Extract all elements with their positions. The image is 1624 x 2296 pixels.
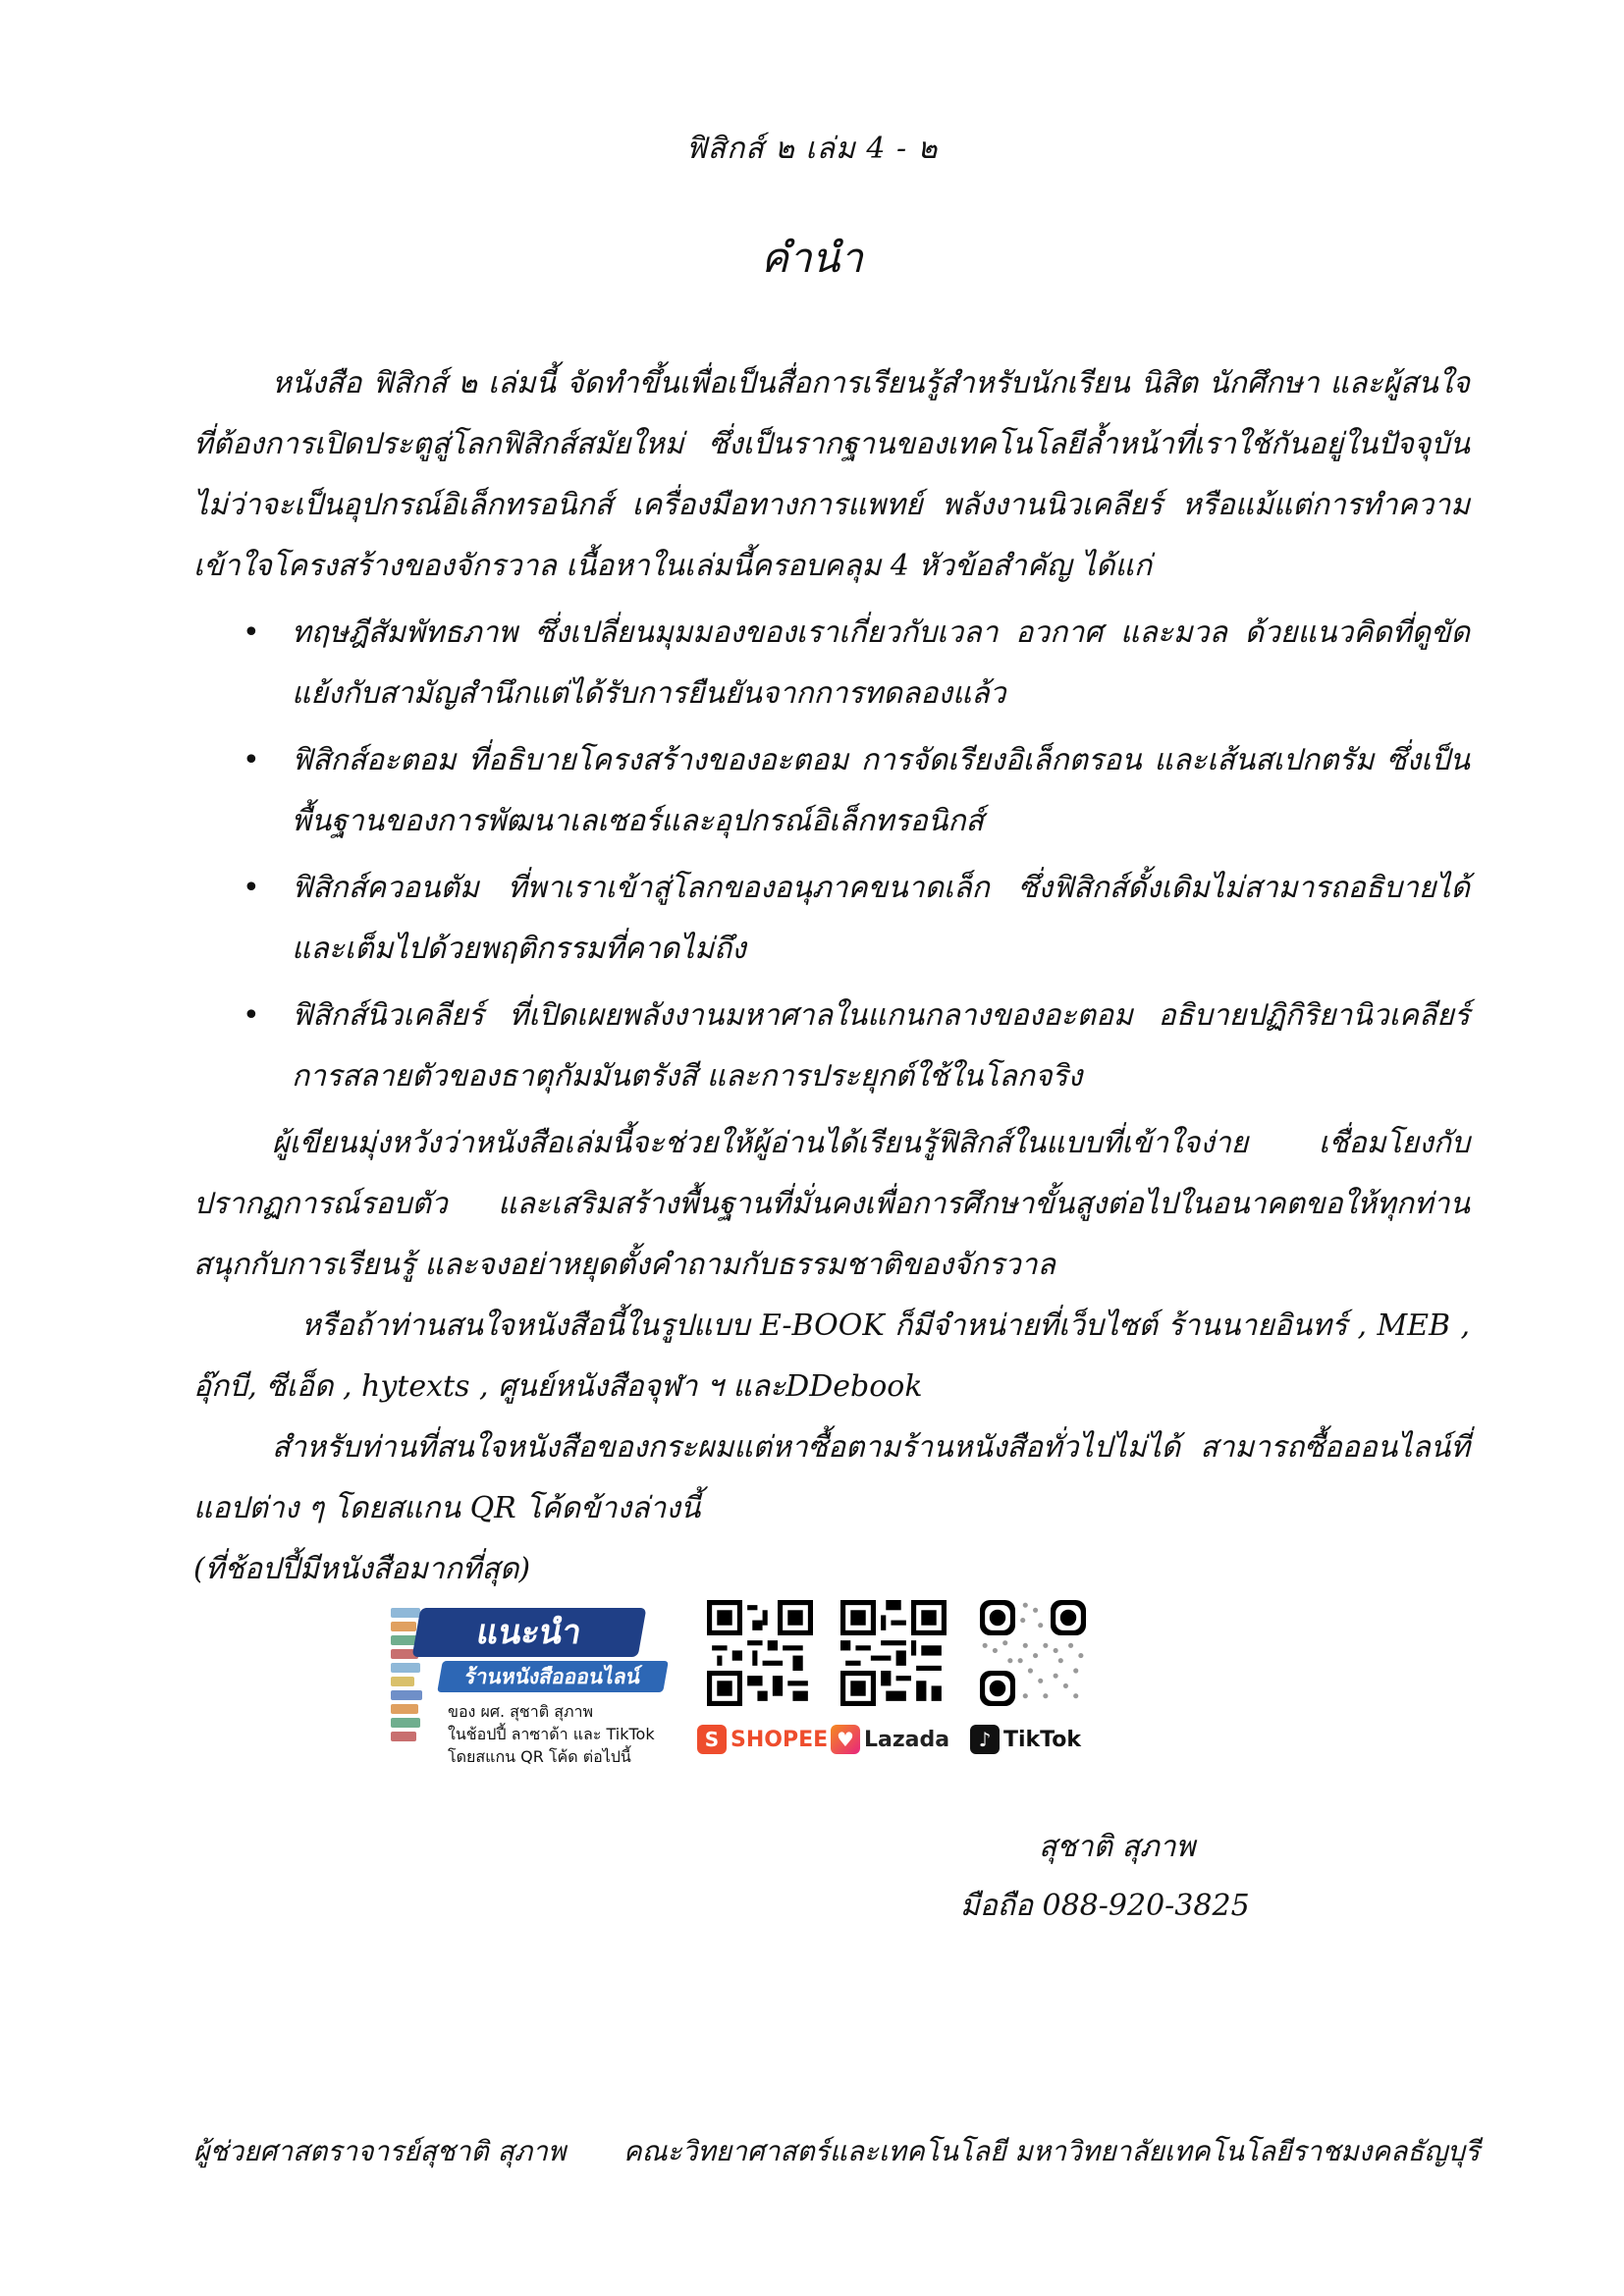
topic-item: [193, 603, 1470, 724]
topic-list: [193, 603, 1470, 1107]
bullet-icon: •: [243, 743, 260, 777]
topic-item: [193, 730, 1470, 852]
lazada-heart-icon: ♥: [831, 1725, 860, 1754]
online-purchase-paragraph: สำหรับท่านที่สนใจหนังสือของกระผมแต่หาซื้อตามร้านหนังสือทั่วไปไม่ได้ สามารถซื้อออนไลน์ที่แอปต่าง ๆ โดยสแกน QR โค้ดข้างล่างนี้: [193, 1430, 1470, 1525]
lazada-store[interactable]: [831, 1600, 958, 1777]
bullet-icon: •: [243, 615, 260, 650]
topic-item: [193, 858, 1470, 980]
footer-institution: คณะวิทยาศาสตร์และเทคโนโลยี มหาวิทยาลัยเทคโนโลยีราชมงคลธัญบุรี: [623, 2135, 1480, 2167]
tiktok-label: TikTok: [1003, 1727, 1082, 1752]
shopee-logo: [697, 1720, 835, 1759]
bullet-icon: •: [243, 871, 260, 905]
lazada-qr-code[interactable]: [840, 1600, 947, 1706]
intro-paragraph: หนังสือ ฟิสิกส์ ๒ เล่มนี้ จัดทำขึ้นเพื่อเป็นสื่อการเรียนรู้สำหรับนักเรียน นิสิต นักศึกษา และผู้สนใจ ที่ต้องการเปิดประตูสู่โลกฟิสิกส์สมัยใหม่ ซึ่งเป็นรากฐานของเทคโนโลยีล้ำหน้าที่เราใช้กันอยู่ในปัจจุบัน ไม่ว่าจะเป็นอุปกรณ์อิเล็กทรอนิกส์ เครื่องมือทางการแพทย์ พลังงานนิวเคลียร์ หรือแม้แต่การทำความเข้าใจโครงสร้างของจักรวาล เนื้อหาในเล่มนี้ครอบคลุม 4 หัวข้อสำคัญ ได้แก่: [193, 366, 1470, 583]
shopee-qr-code[interactable]: [707, 1600, 813, 1706]
tiktok-qr-code[interactable]: [980, 1600, 1086, 1706]
tiktok-logo: [970, 1720, 1108, 1759]
shopee-label: SHOPEE: [731, 1727, 829, 1752]
online-store-promo: [391, 1600, 1098, 1777]
page-title: คำนำ: [761, 234, 863, 282]
recommend-subtitle: ร้านหนังสือออนไลน์: [437, 1661, 669, 1692]
lazada-logo: [831, 1720, 968, 1759]
topic-text: ฟิสิกส์ควอนตัม ที่พาเราเข้าสู่โลกของอนุภาคขนาดเล็ก ซึ่งฟิสิกส์ดั้งเดิมไม่สามารถอธิบายได้ และเต็มไปด้วยพฤติกรรมที่คาดไม่ถึง: [292, 871, 1470, 966]
shopee-store[interactable]: [697, 1600, 829, 1777]
shopee-bag-icon: S: [697, 1725, 727, 1754]
recommend-text: ของ ผศ. สุชาติ สุภาพ ในช้อปปี้ ลาซาด้า และ TikTok โดยสแกน QR โค้ด ต่อไปนี้: [448, 1702, 655, 1766]
author-name: สุชาติ สุภาพ: [1039, 1830, 1196, 1864]
bullet-icon: •: [243, 998, 260, 1033]
tiktok-store[interactable]: [970, 1600, 1098, 1777]
topic-text: ฟิสิกส์นิวเคลียร์ ที่เปิดเผยพลังงานมหาศาลในแกนกลางของอะตอม อธิบายปฏิกิริยานิวเคลียร์ การสลายตัวของธาตุกัมมันตรังสี และการประยุกต์ใช้ในโลกจริง: [292, 998, 1470, 1094]
ebook-paragraph: หรือถ้าท่านสนใจหนังสือนี้ในรูปแบบ E-BOOK ก็มีจำหน่ายที่เว็บไซต์ ร้านนายอินทร์ , MEB , อุ๊กบี, ซีเอ็ด , hytexts , ศูนย์หนังสือจุฬา ฯ และDDebook: [193, 1308, 1470, 1404]
author-phone: มือถือ 088-920-3825: [960, 1889, 1250, 1923]
recommend-title: แนะนำ: [412, 1608, 647, 1657]
document-body: [193, 353, 1470, 1600]
topic-text: ทฤษฎีสัมพัทธภาพ ซึ่งเปลี่ยนมุมมองของเราเกี่ยวกับเวลา อวกาศ และมวล ด้วยแนวคิดที่ดูขัดแย้งกับสามัญสำนึกแต่ได้รับการยืนยันจากการทดลองแล้ว: [292, 615, 1470, 711]
recommend-banner: [391, 1600, 676, 1777]
topic-text: ฟิสิกส์อะตอม ที่อธิบายโครงสร้างของอะตอม การจัดเรียงอิเล็กตรอน และเส้นสเปกตรัม ซึ่งเป็นพื้นฐานของการพัฒนาเลเซอร์และอุปกรณ์อิเล็กทรอนิกส์: [292, 743, 1470, 838]
footer-author: ผู้ช่วยศาสตราจารย์สุชาติ สุภาพ: [193, 2135, 567, 2167]
lazada-label: Lazada: [864, 1727, 950, 1752]
promo-note: (ที่ช้อปปี้มีหนังสือมากที่สุด): [193, 1552, 531, 1586]
page-header: ฟิสิกส์ ๒ เล่ม 4 - ๒: [685, 132, 939, 166]
closing-paragraph: ผู้เขียนมุ่งหวังว่าหนังสือเล่มนี้จะช่วยให้ผู้อ่านได้เรียนรู้ฟิสิกส์ในแบบที่เข้าใจง่าย เชื่อมโยงกับปรากฏการณ์รอบตัว และเสริมสร้างพื้นฐานที่มั่นคงเพื่อการศึกษาขั้นสูงต่อไปในอนาคตขอให้ทุกท่านสนุกกับการเรียนรู้ และจงอย่าหยุดตั้งคำถามกับธรรมชาติของจักรวาล: [193, 1126, 1470, 1282]
topic-item: [193, 986, 1470, 1107]
tiktok-note-icon: ♪: [970, 1725, 1000, 1754]
